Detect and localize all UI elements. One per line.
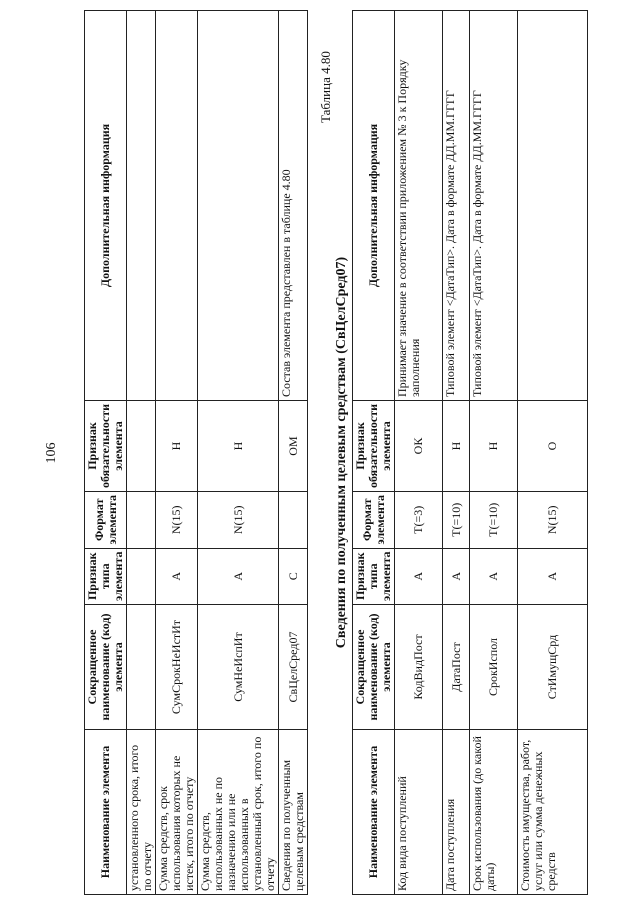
cell-code: СрокИспол bbox=[469, 605, 517, 730]
cell-info: Принимает значение в соответствии приложением № 3 к Порядку заполнения bbox=[395, 11, 443, 401]
cell-type: А bbox=[469, 548, 517, 604]
header-type: Признак типа элемента bbox=[353, 548, 395, 604]
cell-required: Н bbox=[469, 400, 517, 491]
cell-format: T(=3) bbox=[395, 492, 443, 548]
cell-name: Стоимость имущества, работ, услуг или сумма денежных средств bbox=[518, 730, 588, 895]
cell-required: Н bbox=[156, 400, 198, 491]
table-row bbox=[443, 11, 470, 895]
header-format: Формат элемента bbox=[85, 492, 127, 548]
cell-info bbox=[518, 11, 588, 401]
cell-code: СвЦелСред07 bbox=[279, 605, 308, 730]
table-title: Сведения по полученным целевым средствам (СвЦелСред07) bbox=[334, 256, 349, 649]
cell-format: T(=10) bbox=[443, 492, 470, 548]
cell-required: ОМ bbox=[279, 400, 308, 491]
header-info: Дополнительная информация bbox=[353, 11, 395, 401]
header-type: Признак типа элемента bbox=[85, 548, 127, 604]
cell-format bbox=[279, 492, 308, 548]
cell-info bbox=[198, 11, 279, 401]
cell-code: СумНеИспИт bbox=[198, 605, 279, 730]
cell-name: Срок использования (до какой даты) bbox=[469, 730, 517, 895]
cell-name: Сумма средств, использованных не по назначению или не использованных в установленный срок, итого по отчету bbox=[198, 730, 279, 895]
cell-code: КодВидПост bbox=[395, 605, 443, 730]
cell-required: Н bbox=[443, 400, 470, 491]
cell-format: N(15) bbox=[198, 492, 279, 548]
header-required: Признак обязательности элемента bbox=[353, 400, 395, 491]
cell-info: Типовой элемент <ДатаТип>. Дата в формате ДД.ММ.ГГГГ bbox=[443, 11, 470, 401]
cell-code: СумСрокНеИстИт bbox=[156, 605, 198, 730]
cell-info: Типовой элемент <ДатаТип>. Дата в формате ДД.ММ.ГГГГ bbox=[469, 11, 517, 401]
table-row bbox=[156, 11, 198, 895]
cell-required: ОК bbox=[395, 400, 443, 491]
cell-type bbox=[127, 548, 156, 604]
header-code: Сокращенное наименование (код) элемента bbox=[85, 605, 127, 730]
cell-format bbox=[127, 492, 156, 548]
table-row bbox=[395, 11, 443, 895]
page-number: 106 bbox=[44, 442, 59, 464]
table-row bbox=[469, 11, 517, 895]
table-header-row bbox=[85, 11, 127, 895]
cell-name: Дата поступления bbox=[443, 730, 470, 895]
cell-type: С bbox=[279, 548, 308, 604]
header-code: Сокращенное наименование (код) элемента bbox=[353, 605, 395, 730]
cell-required: Н bbox=[198, 400, 279, 491]
header-name: Наименование элемента bbox=[353, 730, 395, 895]
cell-info: Состав элемента представлен в таблице 4.80 bbox=[279, 11, 308, 401]
cell-code bbox=[127, 605, 156, 730]
cell-format: T(=10) bbox=[469, 492, 517, 548]
table-number: Таблица 4.80 bbox=[318, 51, 333, 123]
cell-type: А bbox=[156, 548, 198, 604]
header-required: Признак обязательности элемента bbox=[85, 400, 127, 491]
header-name: Наименование элемента bbox=[85, 730, 127, 895]
target-funds-table bbox=[352, 10, 588, 895]
cell-type: А bbox=[198, 548, 279, 604]
cell-name: Код вида поступлений bbox=[395, 730, 443, 895]
table-row bbox=[518, 11, 588, 895]
table-row bbox=[198, 11, 279, 895]
cell-name: установленного срока, итого по отчету bbox=[127, 730, 156, 895]
cell-name: Сведения по полученным целевым средствам bbox=[279, 730, 308, 895]
cell-name: Сумма средств, срок использования которых не истек, итого по отчету bbox=[156, 730, 198, 895]
table-header-row bbox=[353, 11, 395, 895]
cell-code: СтИмущСрд bbox=[518, 605, 588, 730]
cell-info bbox=[127, 11, 156, 401]
table-row bbox=[279, 11, 308, 895]
elements-table-continued bbox=[84, 10, 308, 895]
cell-info bbox=[156, 11, 198, 401]
cell-required bbox=[127, 400, 156, 491]
cell-type: А bbox=[443, 548, 470, 604]
cell-type: А bbox=[518, 548, 588, 604]
header-info: Дополнительная информация bbox=[85, 11, 127, 401]
cell-required: О bbox=[518, 400, 588, 491]
cell-format: N(15) bbox=[156, 492, 198, 548]
cell-code: ДатаПост bbox=[443, 605, 470, 730]
cell-format: N(15) bbox=[518, 492, 588, 548]
header-format: Формат элемента bbox=[353, 492, 395, 548]
cell-type: А bbox=[395, 548, 443, 604]
table-row bbox=[127, 11, 156, 895]
